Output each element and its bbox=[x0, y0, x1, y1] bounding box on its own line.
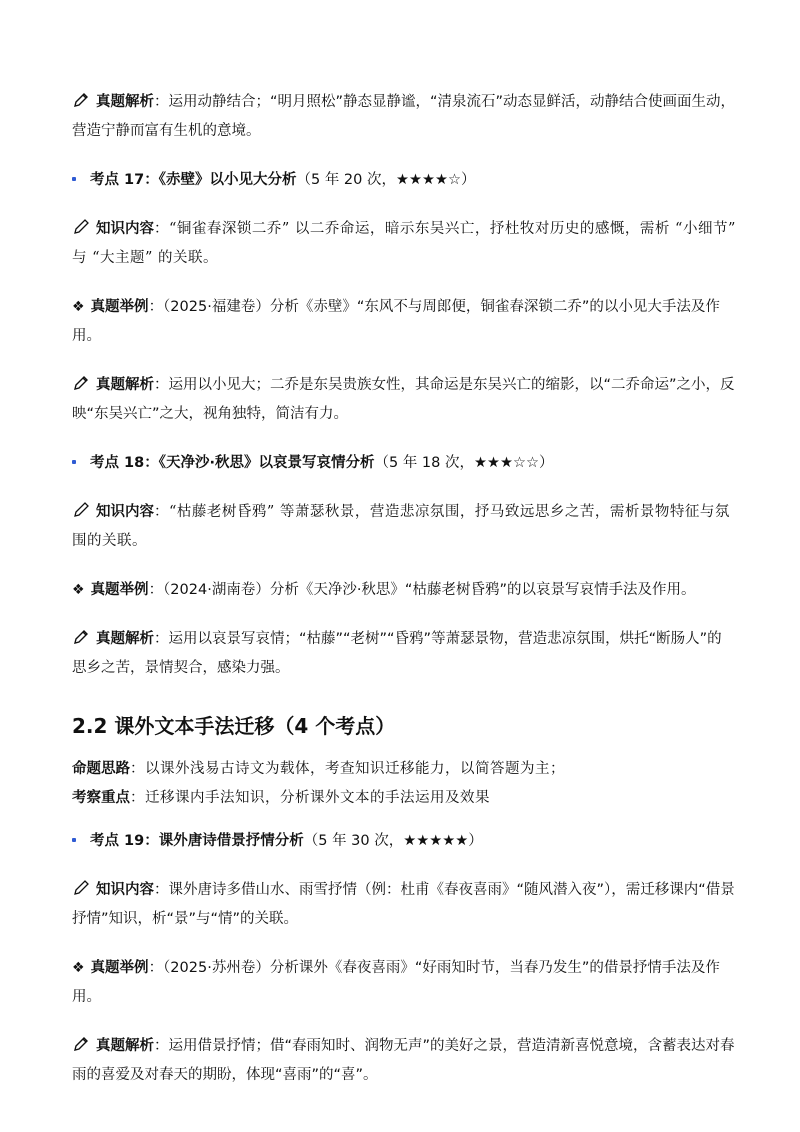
pen-icon bbox=[72, 879, 90, 897]
idea-paragraph bbox=[72, 755, 736, 784]
knowledge-paragraph-18 bbox=[72, 498, 736, 556]
focus-text: ：迁移课内手法知识，分析课外文本的手法运用及效果 bbox=[130, 790, 490, 806]
bullet-icon bbox=[72, 460, 76, 464]
point-17-title: 考点 17：《赤壁》以小见大分析 bbox=[90, 172, 297, 188]
analysis-label: 真题解析 bbox=[96, 377, 154, 393]
pencil-icon bbox=[72, 628, 90, 646]
point-18-heading bbox=[72, 449, 736, 478]
bullet-icon bbox=[72, 177, 76, 181]
point-19-heading bbox=[72, 827, 736, 856]
diamond-icon: ❖ bbox=[72, 299, 85, 315]
pen-icon bbox=[72, 218, 90, 236]
pencil-icon bbox=[72, 374, 90, 392]
pencil-icon bbox=[72, 1035, 90, 1053]
diamond-icon: ❖ bbox=[72, 960, 85, 976]
document-page bbox=[72, 88, 736, 1090]
analysis-text: ：运用借景抒情；借“春雨知时、润物无声”的美好之景，营造清新喜悦意境，含蓄表达对春雨的喜爱及对春天的期盼，体现“喜雨”的“喜”。 bbox=[72, 1038, 735, 1083]
analysis-label: 真题解析 bbox=[96, 631, 154, 647]
analysis-paragraph-17 bbox=[72, 371, 736, 429]
knowledge-text: ：课外唐诗多借山水、雨雪抒情（例：杜甫《春夜喜雨》“随风潜入夜”），需迁移课内“借景抒情”知识，析“景”与“情”的关联。 bbox=[72, 882, 735, 927]
analysis-paragraph-19 bbox=[72, 1032, 736, 1090]
analysis-label: 真题解析 bbox=[96, 94, 154, 110]
knowledge-label: 知识内容 bbox=[96, 882, 154, 898]
point-19-meta: （5 年 30 次，★★★★★） bbox=[303, 833, 483, 849]
analysis-text: ：运用以小见大；二乔是东吴贵族女性，其命运是东吴兴亡的缩影，以“二乔命运”之小，反映“东吴兴亡”之大，视角独特，简洁有力。 bbox=[72, 377, 735, 422]
example-text: ：（2024·湖南卷）分析《天净沙·秋思》“枯藤老树昏鸦”的以哀景写哀情手法及作用。 bbox=[148, 582, 696, 598]
pencil-icon bbox=[72, 91, 90, 109]
example-text: ：（2025·福建卷）分析《赤壁》“东风不与周郎便，铜雀春深锁二乔”的以小见大手法及作用。 bbox=[72, 299, 720, 344]
example-paragraph-17 bbox=[72, 293, 736, 351]
point-17-meta: （5 年 20 次，★★★★☆） bbox=[296, 172, 476, 188]
diamond-icon: ❖ bbox=[72, 582, 85, 598]
analysis-paragraph-18 bbox=[72, 625, 736, 683]
analysis-text: ：运用动静结合；“明月照松”静态显静谧，“清泉流石”动态显鲜活，动静结合使画面生动，营造宁静而富有生机的意境。 bbox=[72, 94, 736, 139]
knowledge-text: ：“枯藤老树昏鸦” 等萧瑟秋景，营造悲凉氛围，抒马致远思乡之苦，需析景物特征与氛围的关联。 bbox=[72, 504, 730, 549]
focus-label: 考察重点 bbox=[72, 790, 130, 806]
knowledge-paragraph-19 bbox=[72, 876, 736, 934]
knowledge-label: 知识内容 bbox=[96, 504, 154, 520]
example-label: 真题举例 bbox=[90, 582, 149, 598]
example-label: 真题举例 bbox=[90, 960, 149, 976]
pen-icon bbox=[72, 501, 90, 519]
knowledge-label: 知识内容 bbox=[96, 221, 154, 237]
example-paragraph-19 bbox=[72, 954, 736, 1012]
example-paragraph-18 bbox=[72, 576, 736, 605]
bullet-icon bbox=[72, 838, 76, 842]
point-18-title: 考点 18：《天净沙·秋思》以哀景写哀情分析 bbox=[90, 455, 375, 471]
analysis-label: 真题解析 bbox=[96, 1038, 154, 1054]
knowledge-text: ：“铜雀春深锁二乔” 以二乔命运，暗示东吴兴亡，抒杜牧对历史的感慨，需析 “小细节” 与 “大主题” 的关联。 bbox=[72, 221, 736, 266]
focus-paragraph bbox=[72, 784, 736, 813]
point-18-meta: （5 年 18 次，★★★☆☆） bbox=[374, 455, 554, 471]
knowledge-paragraph-17 bbox=[72, 215, 736, 273]
example-text: ：（2025·苏州卷）分析课外《春夜喜雨》“好雨知时节，当春乃发生”的借景抒情手法及作用。 bbox=[72, 960, 720, 1005]
analysis-text: ：运用以哀景写哀情；“枯藤”“老树”“昏鸦”等萧瑟景物，营造悲凉氛围，烘托“断肠人”的思乡之苦，景情契合，感染力强。 bbox=[72, 631, 722, 676]
point-17-heading bbox=[72, 166, 736, 195]
idea-text: ：以课外浅易古诗文为载体，考查知识迁移能力，以简答题为主； bbox=[130, 761, 565, 777]
section-title: 2.2 课外文本手法迁移（4 个考点） bbox=[72, 714, 396, 738]
idea-label: 命题思路 bbox=[72, 761, 130, 777]
example-label: 真题举例 bbox=[90, 299, 149, 315]
analysis-paragraph-16 bbox=[72, 88, 736, 146]
point-19-title: 考点 19：课外唐诗借景抒情分析 bbox=[90, 833, 304, 849]
